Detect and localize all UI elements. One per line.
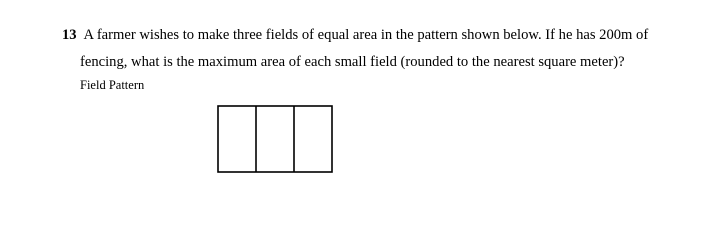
question-text-part-1: A farmer wishes to make three fields of equal area in the pattern shown below. If he has 200m of bbox=[83, 27, 649, 43]
field-pattern-diagram bbox=[216, 104, 336, 176]
field-outer-boundary bbox=[218, 106, 332, 172]
question-13 bbox=[62, 24, 682, 70]
question-text-line-2: fencing, what is the maximum area of each small field (rounded to the nearest square meter)? bbox=[80, 54, 625, 70]
question-number: 13 bbox=[62, 27, 77, 43]
question-text-line-1 bbox=[62, 24, 682, 46]
field-dividers bbox=[256, 106, 294, 172]
figure-label: Field Pattern bbox=[80, 78, 145, 92]
